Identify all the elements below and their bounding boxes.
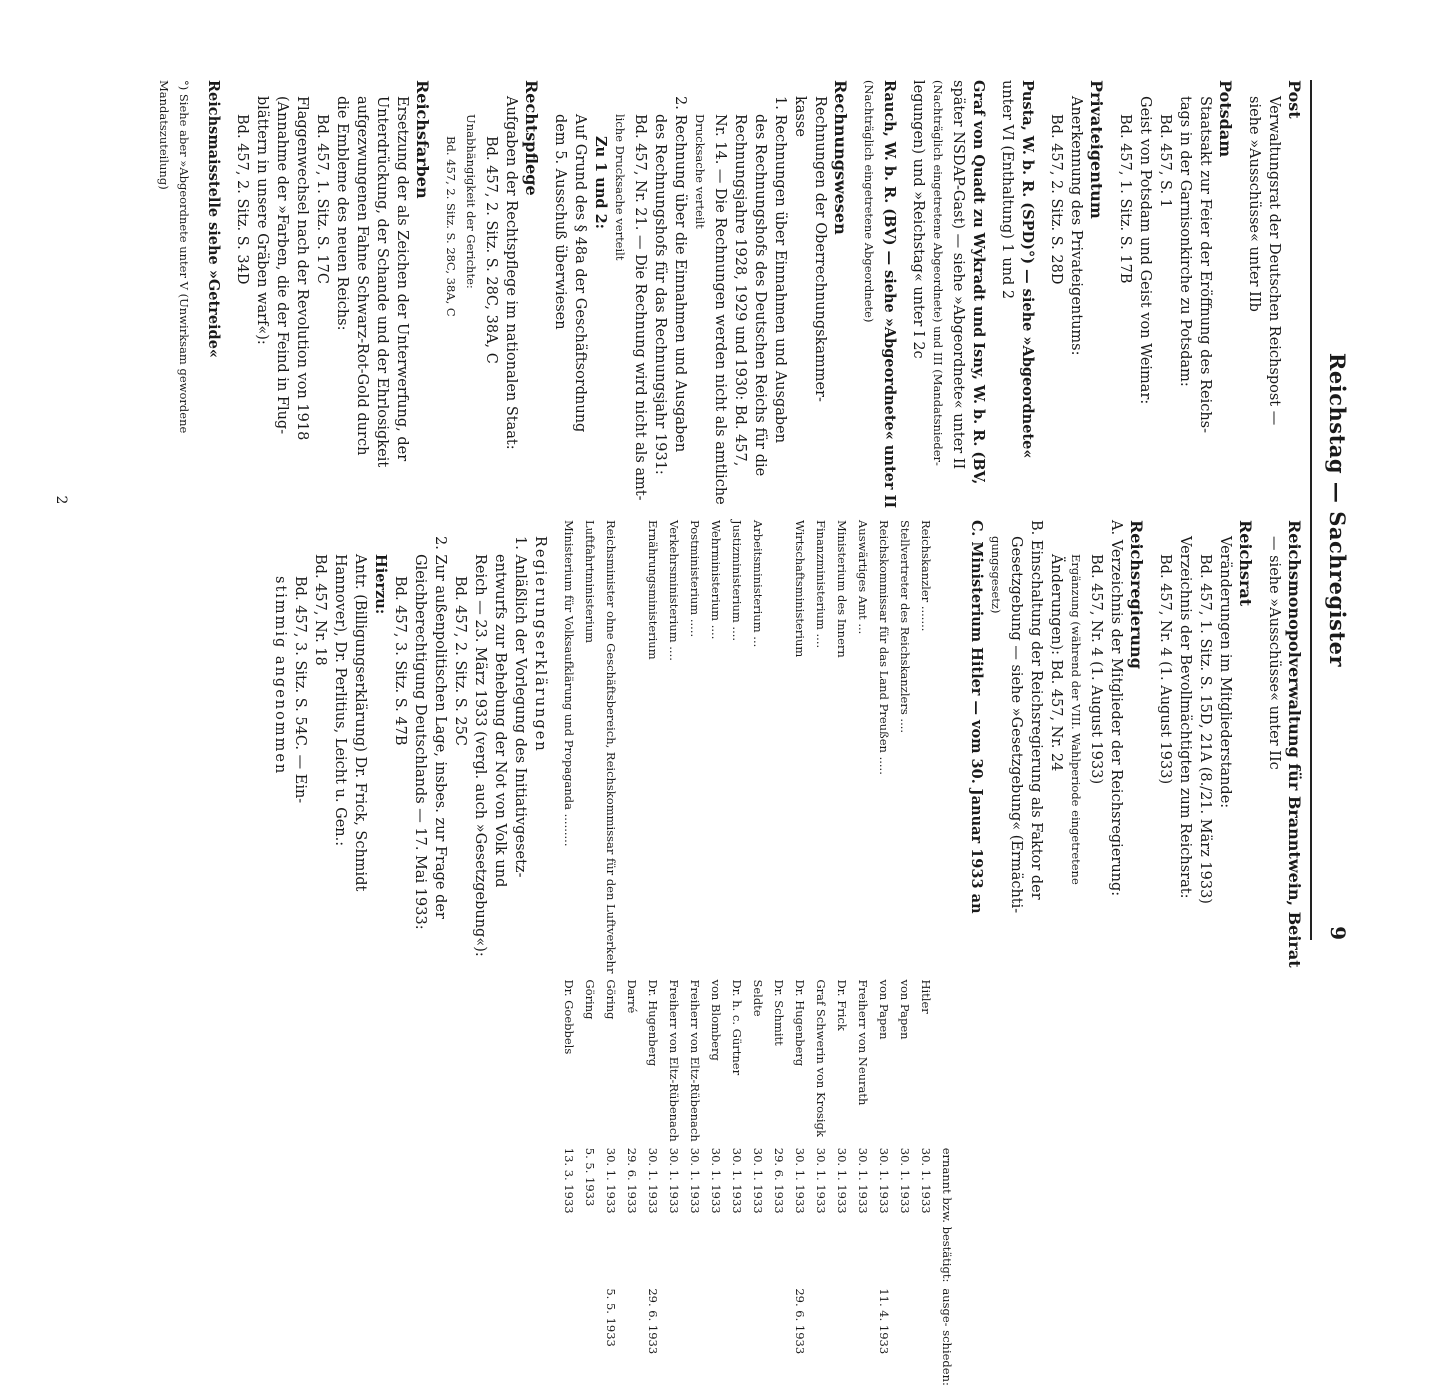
entry-line: Auf Grund des § 48a der Geschäftsordnung [572,114,588,433]
minister-name: Göring [583,979,597,1020]
entry-line: Änderungen): Bd. 457, Nr. 24 [1048,554,1064,772]
register-entry [1155,520,1255,940]
entry-line: Reich — 23. März 1933 (vergl. auch »Gesetzgebung«): [472,554,488,957]
minister-date: 5. 5. 1933 [604,1288,618,1347]
entry-line: 1. Anläßlich der Vorlegung des Initiativgesetz- [512,536,528,878]
page-title: Reichstag — Sachregister [1325,352,1350,668]
minister-date [726,1392,747,1398]
register-entry [859,80,899,509]
entry-heading: Reichsmonopolverwaltung für Branntwein, Beirat [1285,520,1304,968]
page-number-top: 9 [1326,926,1350,940]
minister-date [579,1288,600,1392]
minister-date [768,1392,789,1398]
minister-date [684,1288,705,1392]
minister-date: 30. 1. 1933 [730,1147,744,1214]
entry-line: gungsgesetz) [989,536,1003,614]
minister-office: Justizministerium .... [730,520,744,642]
entry-line: Verwaltungsrat der Deutschen Reichspost — [1266,96,1282,426]
entry-line: Bd. 457, 2. Sitz. S. 28C, 38A, C [444,136,458,317]
minister-row [852,520,873,1398]
minister-office: Luftfahrtministerium [583,520,597,644]
entry-line: A. Verzeichnis der Mitglieder der Reichsregierung: [1108,520,1124,897]
minister-date [894,1288,915,1392]
minister-date: 5. 5. 1933 [583,1147,597,1207]
minister-name: Dr. Hugenberg [646,979,660,1067]
minister-row [894,520,915,1398]
entry-heading: Graf von Quadt zu Wykradt und Isny, W. b. R. (BV, [970,80,987,485]
minister-office: Reichskommissar für das Land Preußen ..... [877,520,891,775]
entry-line: Bd. 457, 2. Sitz. S. 34D [234,114,250,285]
minister-date: 11. 4. 1933 [877,1288,891,1355]
minister-row [810,520,831,1398]
minister-name: Dr. Schmitt [772,979,786,1046]
entry-line: 2. Zur außenpolitischen Lage, insbes. zur Frage der [432,536,448,919]
entry-line: C. Ministerium Hitler — vom 30. Januar 1933 an [968,520,985,914]
entry-line: kasse [792,96,808,137]
minister-row [663,520,684,1398]
register-entry [1244,80,1304,500]
entry-line: tags in der Garnisonkirche zu Potsdam: [1177,96,1193,387]
entry-line: Bd. 457, 1. Sitz. S. 15D, 21A (8./21. März 1933) [1197,554,1213,904]
entry-heading: Rechnungswesen [831,80,850,235]
entry-line: Ergänzung (während der VIII. Wahlperiode eingetretene [1069,554,1083,885]
minister-office: Ernährungsministerium [646,520,660,660]
register-entry [966,520,1146,940]
entry-line: Antr. (Billigungserklärung) Dr. Frick, Schmidt [352,554,368,892]
running-head [1312,80,1352,940]
minister-date [831,1288,852,1392]
entry-line: Bd. 457, 2. Sitz. S. 25C [452,576,468,746]
entry-line: Geist von Potsdam und Geist von Weimar: [1137,96,1153,405]
minister-date: 29. 6. 1933 [646,1288,660,1355]
entry-line: Bd. 457, Nr. 18 [312,554,328,666]
entry-line: liche Drucksache verteilt [613,114,627,261]
minister-date [915,1288,936,1392]
minister-date: 30. 1. 1933 [898,1147,912,1214]
entry-line: 1. Rechnungen über Einnahmen und Ausgaben [772,96,788,444]
entry-line: Bd. 457, 2. Sitz. S. 28C, 38A, C [483,136,499,364]
minister-date [894,1392,915,1398]
right-column-bottom [270,520,550,957]
minister-date [642,1392,663,1398]
minister-date [621,1392,642,1398]
entry-line: siehe »Ausschüsse« unter IIb [1246,96,1262,312]
entry-line: die Embleme des neuen Reichs: [334,96,350,331]
minister-date: 30. 1. 1933 [709,1147,723,1214]
minister-date: 29. 6. 1933 [793,1288,807,1355]
header-rule [1310,80,1312,940]
minister-date: 30. 1. 1933 [919,1147,933,1214]
minister-office: Ministerium des Innern [835,520,849,658]
minister-date [810,1288,831,1392]
minister-name: Darré [625,979,639,1014]
minister-date: 30. 1. 1933 [835,1147,849,1214]
minister-row [558,520,579,1398]
ministers-header-row [936,520,957,1398]
minister-name: Göring [604,979,618,1020]
entry-line: dem 5. Ausschuß überwiesen [552,114,568,330]
entry-heading: Rauch, W. b. R. (BV) — siehe »Abgeordnete« unter II [881,80,898,509]
entry-line: des Rechnungshofs für das Rechnungsjahr 1931: [652,114,668,475]
minister-office: Stellvertreter des Reichskanzlers .... [898,520,912,734]
entry-line: Bd. 457, 2. Sitz. S. 28D [1048,114,1064,285]
minister-office: Reichskanzler ....... [919,520,933,632]
minister-date [789,1392,810,1398]
minister-date [873,1392,894,1398]
minister-row [726,520,747,1398]
minister-office: Finanzministerium .... [814,520,828,649]
minister-date: 30. 1. 1933 [646,1147,660,1214]
minister-date [705,1392,726,1398]
minister-date: 30. 1. 1933 [604,1147,618,1214]
entry-line: Rechnungsjahre 1928, 1929 und 1930: Bd. 457, [732,114,748,467]
minister-date [558,1288,579,1392]
register-entry [232,80,432,500]
minister-office: Verkehrsministerium .... [667,520,681,661]
register-entry [203,80,223,500]
entry-line: Bd. 457, S. 1 [1157,114,1173,208]
minister-date [600,1392,621,1398]
minister-row [684,520,705,1398]
entry-line: Zu 1 und 2: [592,136,609,230]
minister-date [663,1288,684,1392]
entry-line: Gesetzgebung — siehe »Gesetzgebung« (Ermächti- [1008,536,1024,914]
minister-date [852,1288,873,1392]
register-entry [1046,80,1106,500]
register-entry [550,80,850,505]
minister-name: Graf Schwerin von Krosigk [814,979,828,1137]
entry-line: Hierzu: [372,554,389,615]
minister-name: Freiherr von Neurath [856,979,870,1106]
minister-row [705,520,726,1398]
minister-date: 30. 1. 1933 [877,1147,891,1214]
minister-date [810,1392,831,1398]
entry-line: (Nachträglich eingetretene Abgeordnete) und III (Mandatsnieder- [931,80,945,466]
minister-office: Auswärtiges Amt ... [856,520,870,635]
minister-date [684,1392,705,1398]
entry-line: Nr. 14. — Die Rechnungen werden nicht als amtliche [712,114,728,505]
entry-line: Gleichberechtigung Deutschlands — 17. Mai 1933: [412,554,428,930]
entry-line: Bd. 457, 3. Sitz. S. 54C. — Ein- [292,576,308,804]
minister-date [705,1288,726,1392]
minister-date [579,1392,600,1398]
entry-heading: °) Siehe aber »Abgeordnete unter V (Unwirksam gewordene [177,80,191,434]
entry-line: Bd. 457, Nr. 21. — Die Rechnung wird nicht als amt- [632,114,648,501]
minister-name: Dr. h. c. Gürtner [730,979,744,1076]
entry-line: Hannover), Dr. Perlitius, Leicht u. Gen.: [332,554,348,847]
minister-name: von Blomberg [709,979,723,1061]
minister-date [831,1392,852,1398]
minister-name: von Papen [877,979,891,1040]
entry-line: Bd. 457, Nr. 4 (1. August 1933) [1088,554,1104,785]
minister-date [663,1392,684,1398]
left-column [145,80,1304,509]
minister-date: 29. 6. 1933 [772,1147,786,1214]
entry-line: Ersetzung der als Zeichen der Unterwerfung, der [394,96,410,462]
minister-date: 13. 3. 1933 [562,1147,576,1214]
minister-date: 30. 1. 1933 [856,1147,870,1214]
minister-date: 30. 1. 1933 [751,1147,765,1214]
minister-office: Postministerium ..... [688,520,702,638]
entry-line: Bd. 457, 1. Sitz. S. 17C [314,114,330,284]
minister-row [579,520,600,1398]
entry-line: Bd. 457, 3. Sitz. S. 47B [392,576,408,746]
entry-line: Verzeichnis der Bevollmächtigten zum Reichsrat: [1177,536,1193,899]
minister-row [600,520,621,1398]
minister-row [873,520,894,1398]
register-entry [997,80,1037,500]
minister-name: Seldte [751,979,765,1017]
entry-line: Bd. 457, 1. Sitz. S. 17B [1117,114,1133,284]
entry-line: Unterdrückung, der Schande und der Ehrlosigkeit [374,96,390,468]
entry-heading: Post [1285,80,1304,119]
minister-date [747,1288,768,1392]
entry-heading: Privateigentum [1087,80,1106,219]
entry-heading: Rechtspflege [522,80,541,196]
right-column-top [966,520,1304,968]
left-header: ausge- schieden: [940,1288,954,1386]
entry-line: (Nachträglich eingetretene Abgeordnete) [862,80,876,323]
entry-line: Aufgaben der Rechtspflege im nationalen Staat: [503,96,519,450]
entry-line: Flaggenwechsel nach der Revolution von 1918 [294,96,310,441]
minister-row [621,520,642,1398]
entry-line: Veränderungen im Mitgliederstande: [1217,536,1233,809]
entry-line: unter VI (Enthaltung) 1 und 2 [999,80,1015,300]
minister-date [726,1288,747,1392]
minister-date [747,1392,768,1398]
entry-line: des Rechnungshofs des Deutschen Reichs für die [752,114,768,477]
minister-office: Wehrministerium .... [709,520,723,640]
minister-office: Arbeitsministerium ... [751,520,765,648]
entry-line: stimmig angenommen [272,576,288,776]
entry-heading: Reichsfarben [413,80,432,199]
minister-name: Freiherr von Eltz-Rübenach [667,979,681,1142]
register-entry [270,520,550,957]
minister-name: Dr. Goebbels [562,979,576,1055]
entry-line: Staatsakt zur Feier der Eröffnung des Reichs- [1197,96,1213,434]
entry-line: (Annahme der »Farben, die der Feind in Flug- [274,96,290,435]
minister-date: 30. 1. 1933 [667,1147,681,1214]
entry-line: blättern in unsere Gräben warf«): [254,96,270,345]
register-entry [908,80,988,500]
entry-heading: Pusta, W. b. R. (SPD)°) — siehe »Abgeordnete« [1019,80,1036,459]
minister-office: Reichsminister ohne Geschäftsbereich, Reichskommissar für den Luftverkehr [604,520,618,974]
minister-name: Hitler [919,979,933,1014]
entry-heading: Potsdam [1216,80,1235,158]
entry-line: aufgezwungenen Fahne Schwarz-Rot-Gold durch [354,96,370,456]
minister-office: Ministerium für Volksaufklärung und Propaganda ......... [562,520,576,847]
minister-row [915,520,936,1398]
entry-heading: Reichsmaisstelle siehe »Getreide« [205,80,222,358]
minister-row [642,520,663,1398]
entry-heading: Regierungserklärungen [532,536,548,753]
minister-date: 29. 6. 1933 [625,1147,639,1214]
entry-line: legungen) und »Reichstag« unter I 2c [910,80,926,359]
minister-office: Wirtschaftsministerium [793,520,807,658]
minister-name: Dr. Hugenberg [793,979,807,1067]
register-entry [1264,520,1304,968]
entry-line: Unabhängigkeit der Gerichte: [464,114,478,289]
minister-name: von Papen [898,979,912,1040]
minister-date [621,1288,642,1392]
minister-row [831,520,852,1398]
minister-row [789,520,810,1398]
right-column [261,520,1304,1386]
entry-line: 2. Rechnung über die Einnahmen und Ausgaben [672,96,688,453]
minister-date [558,1392,579,1398]
entry-line: Drucksache verteilt [693,114,707,229]
minister-name: Dr. Frick [835,979,849,1031]
minister-row [747,520,768,1398]
entry-line: später NSDAP-Gast) — siehe »Abgeordnete« unter II [950,80,966,470]
minister-office [621,520,642,979]
minister-date [768,1288,789,1392]
entry-line: Rechnungen der Oberrechnungskammer- [812,96,828,402]
register-entry [1115,80,1235,500]
entry-line: entwurfs zur Behebung der Not von Volk und [492,554,508,888]
minister-office [768,520,789,979]
minister-date: 30. 1. 1933 [814,1147,828,1214]
register-entry [441,80,541,500]
ministers-table [558,520,957,1398]
entry-line: Bd. 457, Nr. 4 (1. August 1933) [1157,554,1173,785]
entry-line: Anerkennung des Privateigentums: [1068,96,1084,356]
minister-name: Freiherr von Eltz-Rübenach [688,979,702,1142]
minister-row [768,520,789,1398]
entry-line: Mandatszuteilung) [157,80,171,190]
entry-line: — siehe »Ausschüsse« unter IIc [1266,536,1282,770]
register-entry [154,80,194,500]
entry-heading: Reichsrat [1236,520,1255,607]
minister-date: 30. 1. 1933 [793,1147,807,1214]
minister-date [852,1392,873,1398]
page-number-bottom: 2 [53,495,69,505]
appointed-header: ernannt bzw. bestätigt: [940,1147,954,1283]
minister-date: 30. 1. 1933 [688,1147,702,1214]
minister-date [915,1392,936,1398]
entry-heading: Reichsregierung [1127,520,1146,669]
entry-line: B. Einschaltung der Reichsregierung als Faktor der [1028,520,1044,900]
